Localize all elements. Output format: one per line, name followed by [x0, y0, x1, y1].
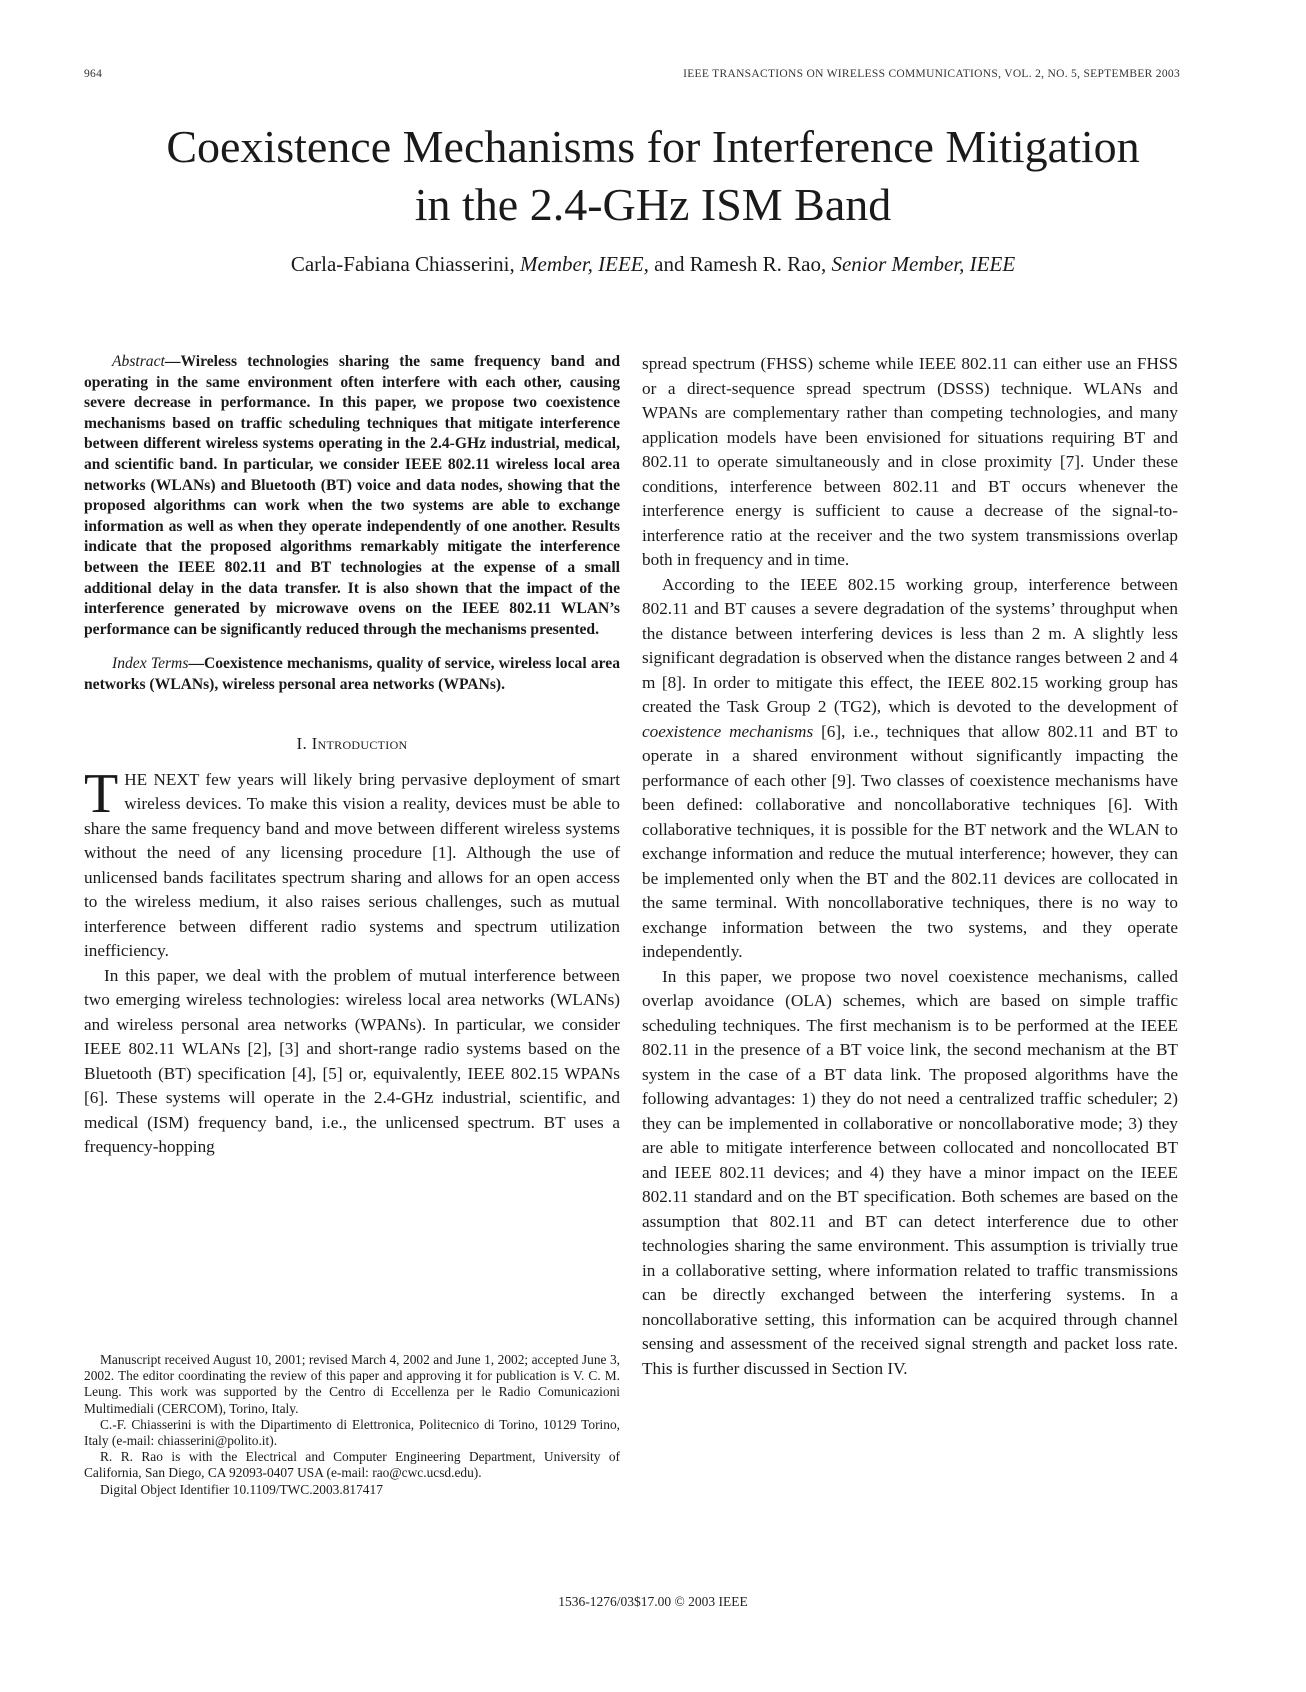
index-terms: [84, 654, 620, 695]
journal-name: IEEE TRANSACTIONS ON WIRELESS COMMUNICATIONS, VOL. 2, NO. 5, SEPTEMBER 2003: [683, 68, 1180, 80]
footnote-author-1: C.-F. Chiasserini is with the Dipartimento di Elettronica, Politecnico di Torino, 10129 Torino, Italy (e-mail: chiasserini@polito.it).: [84, 1416, 620, 1449]
intro-paragraph-1: [84, 762, 620, 964]
abstract: [84, 352, 620, 640]
right-column: [642, 352, 1178, 1381]
index-terms-text: —Coexistence mechanisms, quality of service, wireless local area networks (WLANs), wireless personal area networks (WPANs).: [84, 655, 621, 693]
copyright-footer: 1536-1276/03$17.00 © 2003 IEEE: [558, 1594, 748, 1609]
right-paragraph-2: [642, 573, 1178, 965]
author-2-role: Senior Member, IEEE: [831, 252, 1016, 276]
author-line: [60, 250, 1246, 278]
section-number: I.: [296, 733, 308, 753]
intro-paragraph-2: In this paper, we deal with the problem of mutual interference between two emerging wireless technologies: wireless local area networks (WLANs) and wireless personal area networks (WPANs). In particular, we consider IEEE 802.11 WLANs [2], [3] and short-range radio systems based on the Bluetooth (BT) specification [4], [5] or, equivalently, IEEE 802.15 WPANs [6]. These systems will operate in the 2.4-GHz industrial, scientific, and medical (ISM) frequency band, i.e., the unlicensed spectrum. BT uses a frequency-hopping: [84, 965, 620, 1156]
running-header: [84, 68, 1180, 86]
footnote-author-2: R. R. Rao is with the Electrical and Computer Engineering Department, University of California, San Diego, CA 92093-0407 USA (e-mail: rao@cwc.ucsd.edu).: [84, 1449, 620, 1481]
emphasis-coexistence-mechanisms: coexistence mechanisms: [642, 721, 814, 741]
intro-paragraph-1-text: HE NEXT few years will likely bring pervasive deployment of smart wireless devices. To make this vision a reality, devices must be able to share the same frequency band and move between different wireless systems without the need of any licensing procedure [1]. Although the use of unlicensed bands facilitates spectrum sharing and allows for an open access to the wireless medium, it also raises serious challenges, such as mutual interference between different radio systems and spectrum utilization inefficiency.: [84, 769, 620, 960]
page-number: 964: [84, 68, 103, 80]
author-1: Carla-Fabiana Chiasserini,: [290, 252, 515, 276]
footnote-manuscript: Manuscript received August 10, 2001; revised March 4, 2002 and June 1, 2002; accepted June 3, 2002. The editor coordinating the review of this paper and approving it for publication is V. C. M. Leung. This work was supported by the Centro di Eccellenza per le Radio Comunicazioni Multimediali (CERCOM), Torino, Italy.: [84, 1352, 620, 1416]
abstract-label: Abstract: [112, 353, 165, 370]
abstract-text: —Wireless technologies sharing the same frequency band and operating in the same environment often interfere with each other, causing severe decrease in performance. In this paper, we propose two coexistence mechanisms based on traffic scheduling techniques that mitigate interference between different wireless systems operating in the 2.4-GHz industrial, medical, and scientific band. In particular, we consider IEEE 802.11 wireless local area networks (WLANs) and Bluetooth (BT) voice and data nodes, showing that the proposed algorithms can work when the two systems are able to exchange information as well as when they operate independently of one another. Results indicate that the proposed algorithms remarkably mitigate the interference between the IEEE 802.11 and BT technologies at the expense of a small additional delay in the data transfer. It is also shown that the impact of the interference generated by microwave ovens on the IEEE 802.11 WLAN’s performance can be significantly reduced through the mechanisms presented.: [84, 353, 620, 638]
section-title: Introduction: [311, 733, 408, 753]
author-2: and Ramesh R. Rao,: [654, 252, 827, 276]
title-line-1: Coexistence Mechanisms for Interference Mitigation: [166, 121, 1140, 172]
right-paragraph-1: spread spectrum (FHSS) scheme while IEEE 802.11 can either use an FHSS or a direct-sequence spread spectrum (DSSS) technique. WLANs and WPANs are complementary rather than competing technologies, and many application models have been envisioned for situations requiring BT and 802.11 to operate simultaneously and in close proximity [7]. Under these conditions, interference between 802.11 and BT occurs whenever the interference energy is sufficient to cause a decrease of the signal-to-interference ratio at the receiver and the two system transmissions overlap both in frequency and in time.: [642, 354, 1178, 569]
right-paragraph-2b: [6], i.e., techniques that allow 802.11 and BT to operate in a shared environment without significantly impacting the performance of each other [9]. Two classes of coexistence mechanisms have been defined: collaborative and noncollaborative techniques [6]. With collaborative techniques, it is possible for the BT network and the WLAN to exchange information and reduce the mutual interference; however, they can be implemented only when the BT and the 802.11 devices are collocated in the same terminal. With noncollaborative techniques, there is no way to exchange information between the two systems, and they operate independently.: [642, 721, 1178, 961]
title-line-2: in the 2.4-GHz ISM Band: [414, 179, 892, 230]
right-paragraph-3: In this paper, we propose two novel coexistence mechanisms, called overlap avoidance (OLA) schemes, which are based on simple traffic scheduling techniques. The first mechanism is to be performed at the IEEE 802.11 in the presence of a BT voice link, the second mechanism at the BT system in the case of a BT data link. The proposed algorithms have the following advantages: 1) they do not need a centralized traffic scheduler; 2) they can be implemented in collaborative or noncollaborative mode; 3) they are able to mitigate interference between collocated and noncollocated BT and IEEE 802.11 devices; and 4) they have a minor impact on the IEEE 802.11 standard and on the BT specification. Both schemes are based on the assumption that 802.11 and BT can detect interference due to other technologies sharing the same environment. This assumption is trivially true in a collaborative setting, where information related to traffic transmissions can be directly exchanged between the interfering systems. In a noncollaborative setting, this information can be acquired through channel sensing and assessment of the received signal strength and packet loss rate. This is further discussed in Section IV.: [642, 966, 1178, 1378]
index-terms-label: Index Terms: [112, 655, 189, 673]
drop-cap: T: [84, 762, 119, 825]
right-paragraph-2a: According to the IEEE 802.15 working group, interference between 802.11 and BT causes a severe degradation of the systems’ throughput when the distance between interfering devices is less than 2 m. A slightly less significant degradation is observed when the distance ranges between 2 and 4 m [8]. In order to mitigate this effect, the IEEE 802.15 working group has created the Task Group 2 (TG2), which is devoted to the development of: [642, 574, 1178, 716]
footnotes: [84, 1352, 620, 1498]
paper-title: [60, 118, 1246, 234]
section-heading-introduction: [84, 734, 620, 754]
author-1-role: Member, IEEE,: [520, 252, 649, 276]
footnote-doi: Digital Object Identifier 10.1109/TWC.2003.817417: [100, 1481, 383, 1497]
left-column: [84, 352, 620, 1160]
